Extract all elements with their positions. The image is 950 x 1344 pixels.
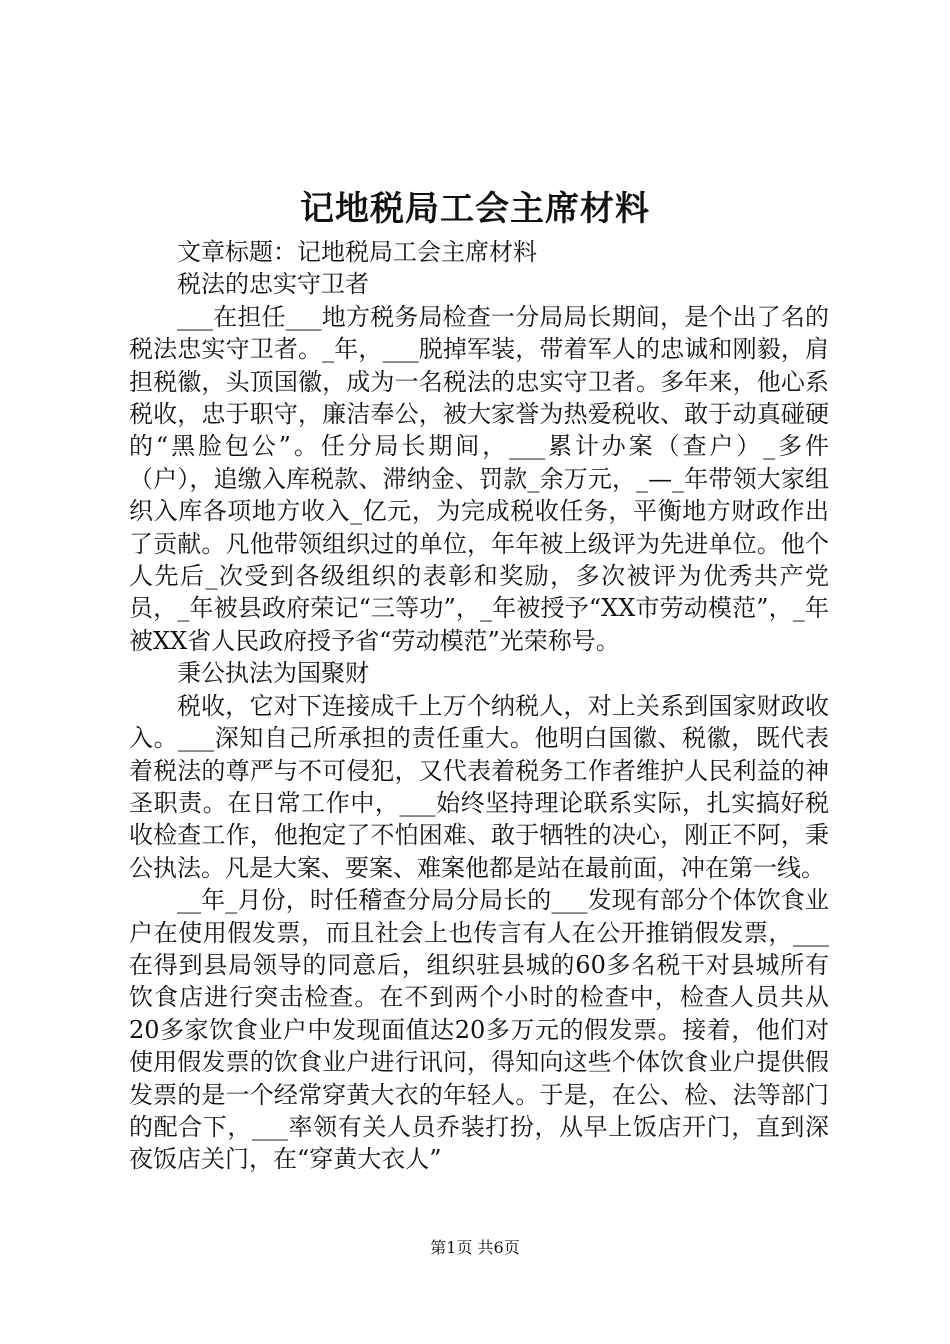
- section-heading: 秉公执法为国聚财: [177, 659, 369, 688]
- document-title: 记地税局工会主席材料: [300, 189, 650, 229]
- body-paragraph: __年_月份，时任稽查分局分局长的___发现有部分个体饮食业户在使用假发票，而且社会上也传言有人在公开推销假发票，___在得到县局领导的同意后，组织驻县城的60多名税干对县城所有饮食店进行突击检查。在不到两个小时的检查中，检查人员共从20多家饮食业户中发现面值达20多万元的假发票。接着，他们对使用假发票的饮食业户进行讯问，得知向这些个体饮食业户提供假发票的是一个经常穿黄大衣的年轻人。于是，在公、检、法等部门的配合下，___率领有关人员乔装打扮，从早上饭店开门，直到深夜饭店关门，在“穿黄大衣人”: [129, 886, 829, 1174]
- document-body: [129, 236, 829, 1176]
- body-paragraph: ___在担任___地方税务局检查一分局局长期间，是个出了名的税法忠实守卫者。_年，___脱掉军装，带着军人的忠诚和刚毅，肩担税徽，头顶国徽，成为一名税法的忠实守卫者。多年来，他心系税收，忠于职守，廉洁奉公，被大家誉为热爱税收、敢于动真碰硬的“黑脸包公”。任分局长期间，___累计办案（查户）_多件（户），追缴入库税款、滞纳金、罚款_余万元，_—_年带领大家组织入库各项地方收入_亿元，为完成税收任务，平衡地方财政作出了贡献。凡他带领组织过的单位，年年被上级评为先进单位。他个人先后_次受到各级组织的表彰和奖励，多次被评为优秀共产党员，_年被县政府荣记“三等功”，_年被授予“XX市劳动模范”，_年被XX省人民政府授予省“劳动模范”光荣称号。: [129, 302, 829, 655]
- page-footer: 第1页 共6页: [430, 1238, 520, 1257]
- section-heading: 税法的忠实守卫者: [177, 270, 369, 299]
- body-paragraph: 税收，它对下连接成千上万个纳税人，对上关系到国家财政收入。___深知自己所承担的责任重大。他明白国徽、税徽，既代表着税法的尊严与不可侵犯，又代表着税务工作者维护人民利益的神圣职责。在日常工作中，___始终坚持理论联系实际，扎实搞好税收检查工作，他抱定了不怕困难、敢于牺牲的决心，刚正不阿，秉公执法。凡是大案、要案、难案他都是站在最前面，冲在第一线。: [129, 691, 829, 882]
- article-title-line: 文章标题：记地税局工会主席材料: [177, 238, 537, 266]
